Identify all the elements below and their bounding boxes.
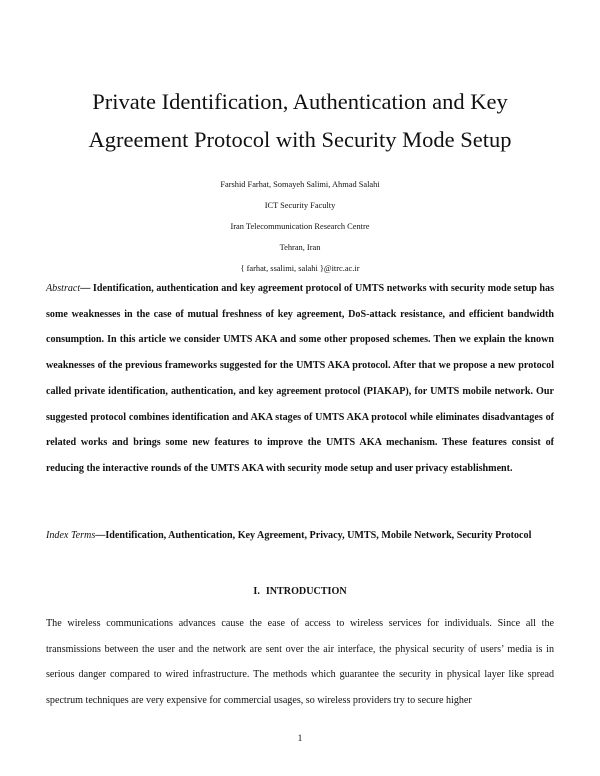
author-names: Farshid Farhat, Somayeh Salimi, Ahmad Salahi [220,180,380,189]
author-location: Tehran, Iran [279,243,321,252]
title-line-2: Agreement Protocol with Security Mode Setup [88,127,512,153]
index-terms-text: —Identification, Authentication, Key Agreement, Privacy, UMTS, Mobile Network, Security Protocol [95,530,532,541]
section-heading [46,586,554,597]
page-number: 1 [297,734,303,744]
affiliation-centre: Iran Telecommunication Research Centre [230,222,370,231]
title-line-1: Private Identification, Authentication and Key [92,89,508,115]
section-title: INTRODUCTION [265,586,347,597]
affiliation-faculty: ICT Security Faculty [264,201,336,210]
author-block [40,174,560,279]
author-emails: { farhat, ssalimi, salahi }@itrc.ac.ir [240,264,360,273]
section-number: I. [253,586,260,597]
abstract-text: — Identification, authentication and key agreement protocol of UMTS networks with security mode setup has some weaknesses in the case of mutual freshness of key agreement, DoS-attack resistance, and efficient bandwidth consumption. In this article we consider UMTS AKA and some other proposed schemes. Then we explain the known weaknesses of the previous frameworks suggested for the UMTS AKA protocol. After that we propose a new protocol called private identification, authentication, and key agreement protocol (PIAKAP), for UMTS mobile network. Our suggested protocol combines identification and AKA stages of UMTS AKA protocol while eliminates disadvantages of related works and brings some new features to improve the UMTS AKA mechanism. These features consist of reducing the interactive rounds of the UMTS AKA with security mode setup and user privacy establishment. [46,283,554,474]
body-paragraph: The wireless communications advances cause the ease of access to wireless services for individuals. Since all the transmissions between the user and the network are sent over the air interface, the physical security of users’ media is in serious danger compared to wired infrastructure. The methods which guarantee the security in physical layer like spread spectrum techniques are very expensive for commercial usages, so wireless providers try to secure higher [46,618,554,707]
abstract-label: Abstract [46,283,81,294]
index-terms [46,523,554,549]
abstract [46,276,554,482]
index-terms-label: Index Terms [46,530,96,541]
paper-title [40,83,560,159]
